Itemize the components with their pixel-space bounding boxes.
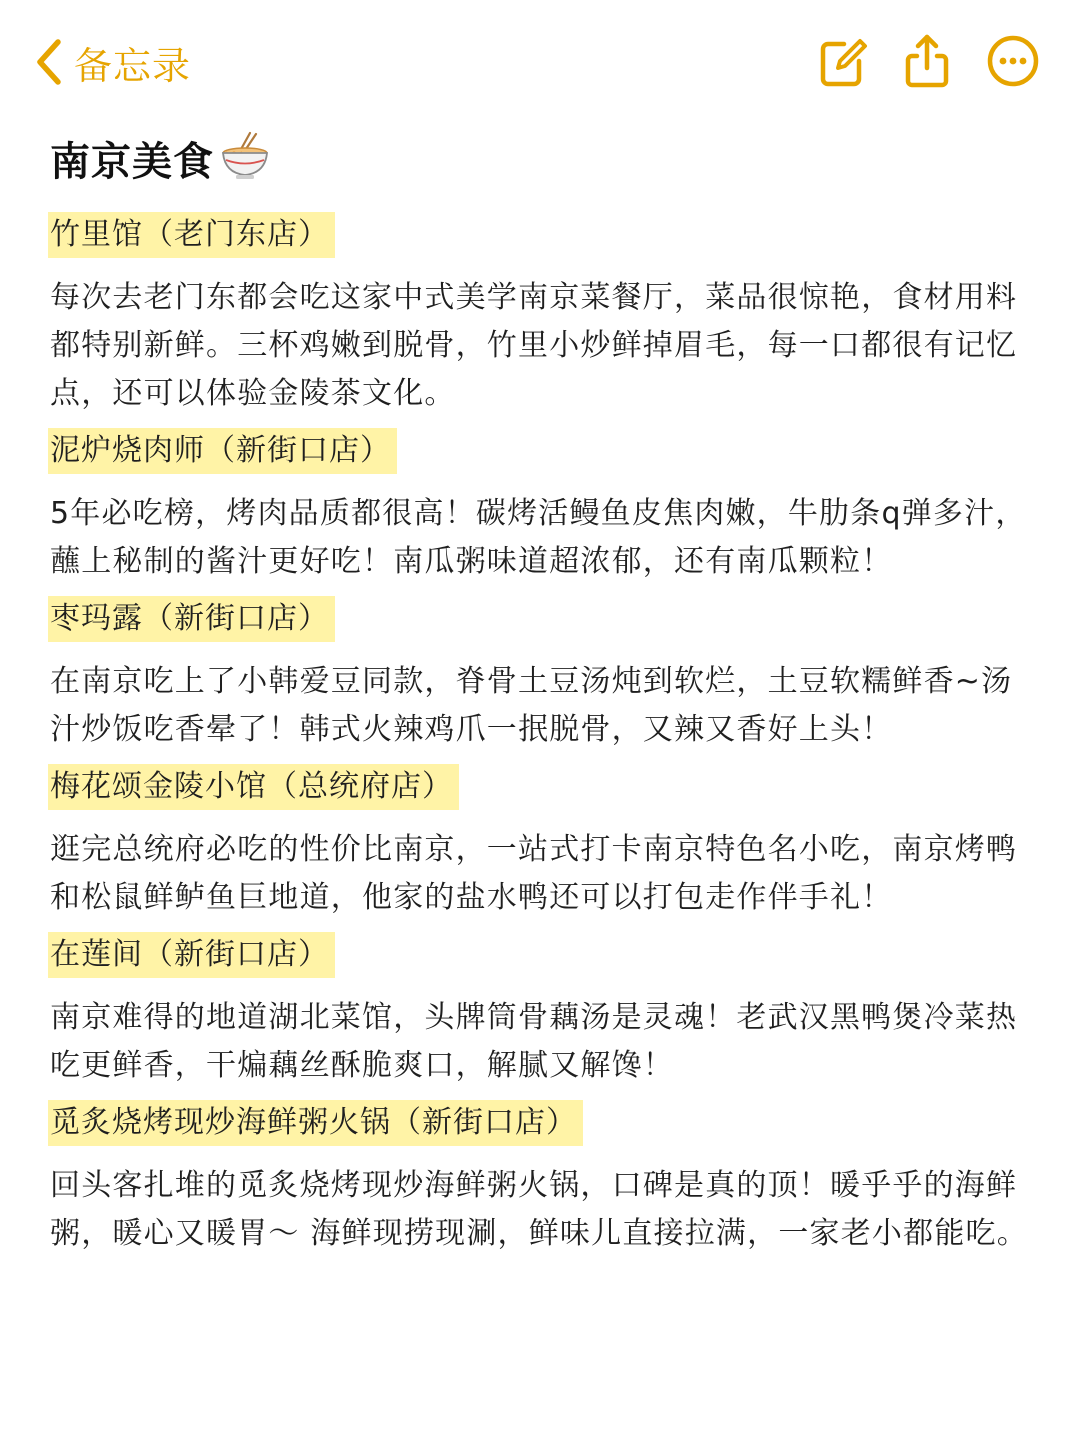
restaurant-entry xyxy=(48,764,1038,922)
back-button[interactable] xyxy=(34,34,191,90)
compose-button[interactable] xyxy=(814,32,872,90)
restaurant-title: 觅炙烧烤现炒海鲜粥火锅（新街口店） xyxy=(48,1100,583,1146)
share-icon xyxy=(898,32,956,90)
page-title: 南京美食 xyxy=(50,138,214,185)
restaurant-description: 南京难得的地道湖北菜馆，头牌筒骨藕汤是灵魂！老武汉黑鸭煲冷菜热吃更鲜香，干煸藕丝酥脆爽口，解腻又解馋！ xyxy=(50,1000,1018,1083)
restaurant-entry xyxy=(48,428,1038,586)
ramen-bowl-icon xyxy=(218,131,272,185)
restaurant-entry xyxy=(48,1100,1038,1258)
restaurant-entry xyxy=(48,932,1038,1090)
restaurant-title: 枣玛露（新街口店） xyxy=(48,596,335,642)
back-label: 备忘录 xyxy=(74,43,192,88)
restaurant-description: 逛完总统府必吃的性价比南京，一站式打卡南京特色名小吃，南京烤鸭和松鼠鲜鲈鱼巨地道，他家的盐水鸭还可以打包走作伴手礼！ xyxy=(50,832,1018,915)
restaurant-description: 每次去老门东都会吃这家中式美学南京菜餐厅，菜品很惊艳，食材用料都特别新鲜。三杯鸡嫩到脱骨，竹里小炒鲜掉眉毛，每一口都很有记忆点，还可以体验金陵茶文化。 xyxy=(50,280,1018,411)
navigation-bar xyxy=(0,0,1080,120)
restaurant-entry xyxy=(48,212,1038,418)
more-icon xyxy=(984,32,1042,90)
note-title-row xyxy=(50,126,272,190)
share-button[interactable] xyxy=(898,32,956,90)
restaurant-title: 梅花颂金陵小馆（总统府店） xyxy=(48,764,459,810)
restaurant-title: 泥炉烧肉师（新街口店） xyxy=(48,428,397,474)
restaurant-entry xyxy=(48,596,1038,754)
restaurant-title: 在莲间（新街口店） xyxy=(48,932,335,978)
more-button[interactable] xyxy=(984,32,1042,90)
restaurant-title: 竹里馆（老门东店） xyxy=(48,212,335,258)
compose-icon xyxy=(814,32,872,90)
restaurant-description: 5年必吃榜，烤肉品质都很高！碳烤活鳗鱼皮焦肉嫩，牛肋条q弹多汁，蘸上秘制的酱汁更好吃！南瓜粥味道超浓郁，还有南瓜颗粒！ xyxy=(50,496,1027,579)
restaurant-description: 回头客扎堆的觅炙烧烤现炒海鲜粥火锅，口碑是真的顶！暖乎乎的海鲜粥，暖心又暖胃～ 海鲜现捞现涮，鲜味儿直接拉满，一家老小都能吃。 xyxy=(50,1168,1028,1251)
restaurant-description: 在南京吃上了小韩爱豆同款，脊骨土豆汤炖到软烂，土豆软糯鲜香~汤汁炒饭吃香晕了！韩式火辣鸡爪一抿脱骨，又辣又香好上头！ xyxy=(50,664,1013,747)
chevron-left-icon xyxy=(34,37,64,87)
note-body xyxy=(48,212,1038,1268)
